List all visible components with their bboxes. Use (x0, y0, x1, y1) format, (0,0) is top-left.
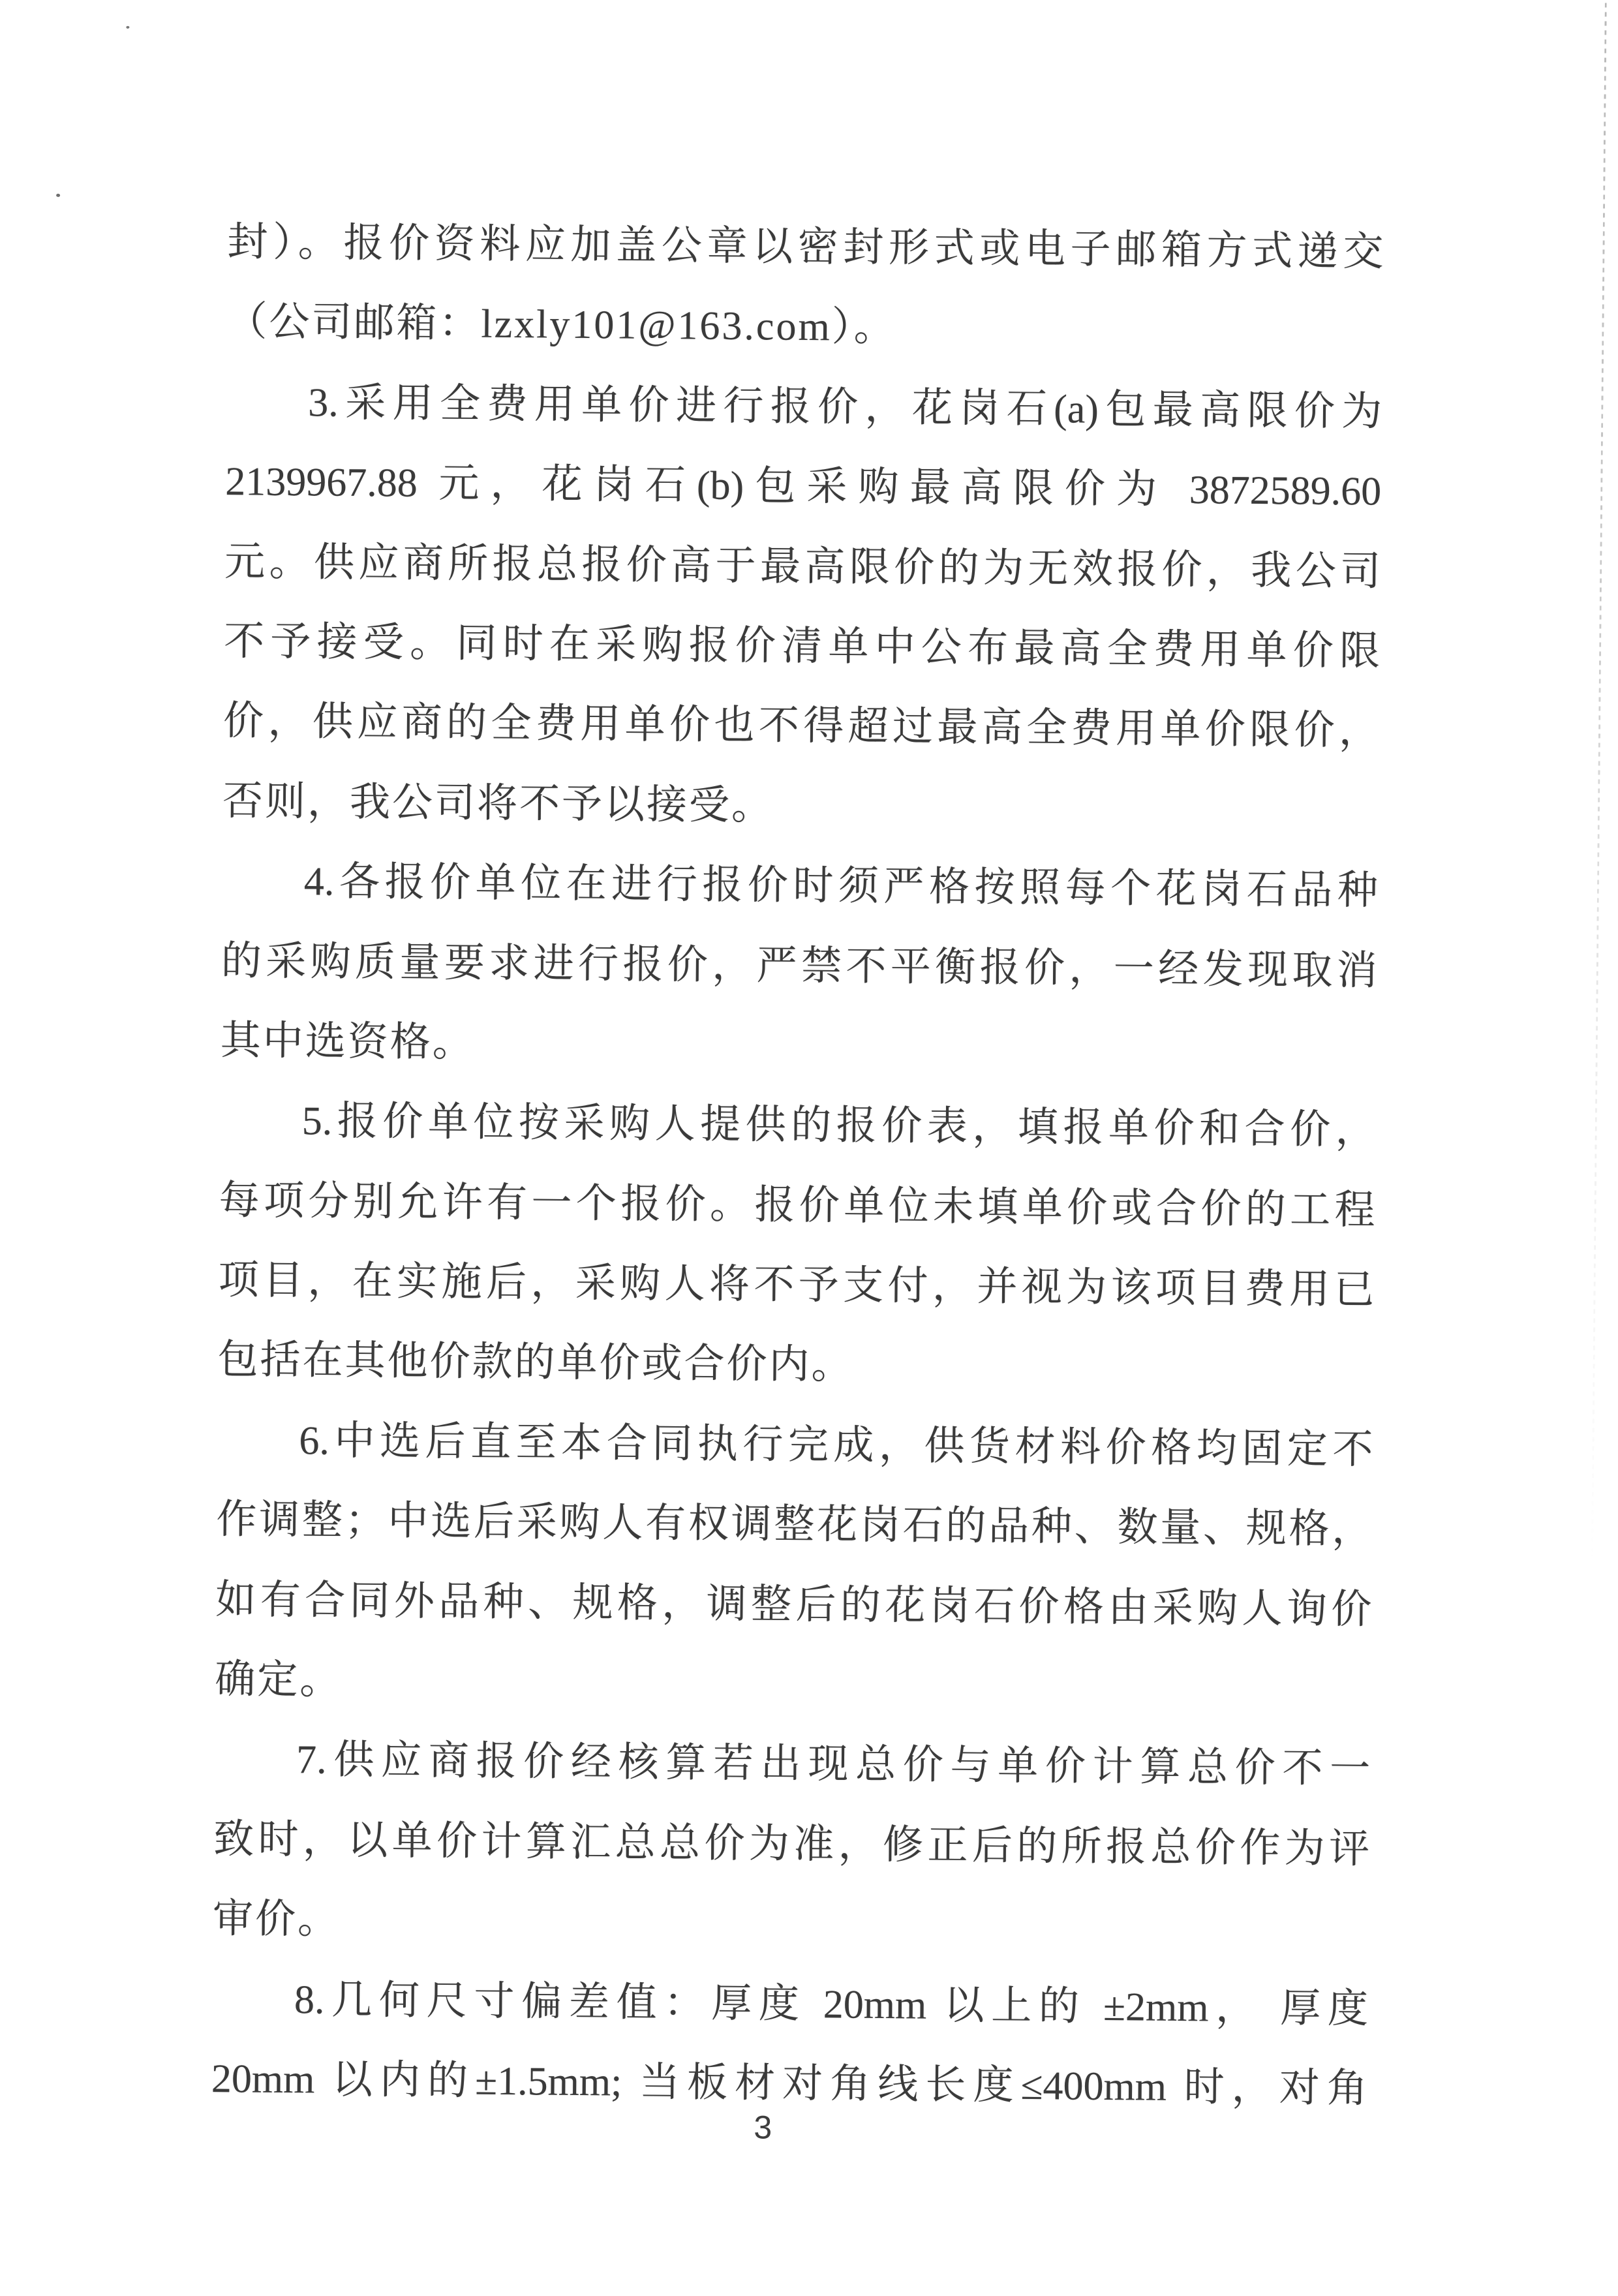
text-line: 不予接受。同时在采购报价清单中公布最高全费用单价限 (223, 619, 1381, 674)
text-line: 价，供应商的全费用单价也不得超过最高全费用单价限价， (222, 699, 1380, 754)
text-line: 每项分别允许有一个报价。报价单位未填单价或合价的工程 (219, 1178, 1375, 1233)
page-number: 3 (754, 2109, 772, 2146)
document-body (211, 202, 1384, 2129)
text-line: 包括在其他价款的单价或合价内。 (217, 1338, 854, 1388)
text-line: 2139967.88 元，花岗石(b)包采购最高限价为 3872589.60 (225, 459, 1382, 514)
text-line: 3.采用全费用单价进行报价，花岗石(a)包最高限价为 (308, 380, 1382, 435)
text-line: 5.报价单位按采购人提供的报价表，填报单价和合价， (301, 1099, 1376, 1153)
text-line: 20mm 以内的±1.5mm; 当板材对角线长度≤400mm 时，对角 (211, 2057, 1368, 2111)
text-line: 8.几何尺寸偏差值：厚度 20mm 以上的 ±2mm， 厚度 (294, 1977, 1369, 2032)
text-line: 如有合同外品种、规格，调整后的花岗石价格由采购人询价 (215, 1577, 1372, 1632)
ink-speck (56, 194, 60, 197)
text-line: 审价。 (212, 1897, 341, 1942)
text-line: 4.各报价单位在进行报价时须严格按照每个花岗石品种 (303, 859, 1379, 913)
text-line: 确定。 (214, 1657, 343, 1703)
text-line: 元。供应商所报总报价高于最高限价的为无效报价，我公司 (224, 539, 1381, 594)
text-line: 6.中选后直至本合同执行完成，供货材料价格均固定不 (299, 1418, 1373, 1473)
text-line: 其中选资格。 (220, 1018, 476, 1065)
text-line: 否则，我公司将不予以接受。 (222, 778, 774, 829)
scan-streak-artifact (1591, 0, 1607, 1560)
text-line: 致时，以单价计算汇总总价为准，修正后的所报总价作为评 (213, 1816, 1370, 1872)
text-line: 封）。报价资料应加盖公章以密封形式或电子邮箱方式递交 (227, 220, 1384, 275)
text-line: 7.供应商报价经核算若出现总价与单价计算总价不一 (296, 1737, 1371, 1792)
text-line: 作调整；中选后采购人有权调整花岗石的品种、数量、规格， (216, 1497, 1373, 1552)
text-line: 项目，在实施后，采购人将不予支付，并视为该项目费用已 (218, 1258, 1375, 1313)
text-line: （公司邮箱：lzxly101@163.com）。 (226, 299, 897, 350)
text-line: 的采购质量要求进行报价，严禁不平衡报价，一经发现取消 (221, 938, 1378, 994)
ink-speck (126, 26, 129, 29)
